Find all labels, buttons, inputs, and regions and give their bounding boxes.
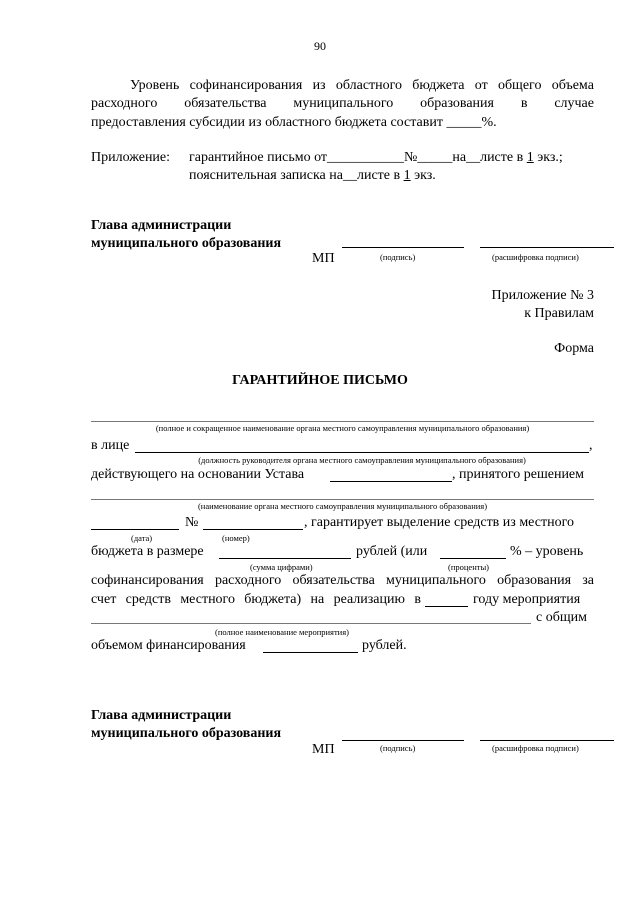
signature2-head-1: Глава администрации — [91, 708, 232, 723]
date-line — [91, 529, 179, 530]
word: муниципального — [386, 573, 486, 588]
word: бюджета) — [244, 592, 302, 607]
volume-label: объемом финансирования — [91, 638, 246, 653]
sum-line — [219, 558, 351, 559]
word: обязательства — [292, 573, 375, 588]
volume-line — [263, 652, 358, 653]
word: расходного — [214, 573, 282, 588]
decode-line — [480, 247, 614, 248]
year-line — [425, 606, 468, 607]
intro-line-1 — [130, 78, 594, 94]
word: на — [310, 592, 325, 607]
word: из — [312, 78, 326, 93]
word: от — [474, 78, 488, 93]
word: образования — [497, 573, 572, 588]
rubles-label: рублей. — [362, 638, 407, 653]
annex-line-1: Приложение № 3 — [491, 288, 594, 303]
signature2-head-2: муниципального образования — [91, 726, 282, 741]
number-line — [203, 529, 303, 530]
word: областного — [335, 78, 403, 93]
in-person-label: в лице — [91, 438, 130, 453]
body-name-caption: (наименование органа местного самоуправления муниципального образования) — [197, 501, 488, 511]
percent-line — [440, 558, 506, 559]
word: местного — [180, 592, 235, 607]
level-label: % – уровень — [510, 544, 584, 559]
org-name-line — [91, 421, 594, 422]
charter-line — [330, 481, 452, 482]
year-event-label: году мероприятия — [473, 592, 581, 607]
cofinancing-line-2a — [91, 592, 421, 608]
appendix-label: Приложение: — [91, 150, 171, 165]
appendix-item-2: пояснительная записка на__листе в 1 экз. — [189, 168, 436, 183]
word: муниципального — [293, 96, 394, 111]
intro-line-3: предоставления субсидии из областного бюджета составит _____%. — [91, 115, 497, 130]
word: в — [520, 96, 528, 111]
sum-caption: (сумма цифрами) — [250, 562, 313, 572]
number-caption: (номер) — [222, 533, 250, 543]
word: бюджета — [412, 78, 465, 93]
body-name-line — [91, 499, 594, 500]
word: средств — [125, 592, 171, 607]
comma: , — [589, 438, 593, 453]
budget-label: бюджета в размере — [91, 544, 204, 559]
decode-caption: (расшифровка подписи) — [492, 252, 579, 262]
cofinancing-line-1 — [91, 573, 594, 589]
event-name-line — [91, 623, 531, 624]
stamp2-label: МП — [312, 742, 335, 757]
signature-caption: (подпись) — [380, 252, 416, 262]
word: объема — [551, 78, 594, 93]
date-caption: (дата) — [131, 533, 153, 543]
word: софинансирования — [91, 573, 204, 588]
word: реализацию — [333, 592, 405, 607]
signature-line — [342, 247, 464, 248]
org-name-caption: (полное и сокращенное наименование органа местного самоуправления муниципального образования) — [155, 423, 530, 433]
word: Уровень — [130, 78, 180, 93]
annex-line-2: к Правилам — [524, 306, 594, 321]
word: в — [414, 592, 421, 607]
with-total-label: с общим — [536, 610, 587, 625]
signature2-caption: (подпись) — [380, 743, 416, 753]
signature-head-2: муниципального образования — [91, 236, 282, 251]
decode2-line — [480, 740, 614, 741]
rubles-or-label: рублей (или — [356, 544, 428, 559]
number-sign: № — [185, 515, 199, 530]
page-number: 90 — [314, 39, 326, 53]
signature2-line — [342, 740, 464, 741]
stamp-label: МП — [312, 251, 335, 266]
guarantees-text: , гарантирует выделение средств из местного — [304, 515, 574, 530]
word: обязательства — [184, 96, 267, 111]
letter-title: ГАРАНТИЙНОЕ ПИСЬМО — [232, 373, 408, 388]
word: счет — [91, 592, 117, 607]
word: образования — [420, 96, 494, 111]
position-line — [135, 452, 589, 453]
acting-label: действующего на основании Устава — [91, 467, 305, 482]
decision-label: , принятого решением — [452, 467, 585, 482]
word: случае — [554, 96, 594, 111]
event-name-caption: (полное наименование мероприятия) — [215, 627, 349, 637]
form-label: Форма — [554, 341, 594, 356]
position-caption: (должность руководителя органа местного самоуправления муниципального образования) — [198, 455, 526, 465]
word: софинансирования — [189, 78, 303, 93]
decode2-caption: (расшифровка подписи) — [492, 743, 579, 753]
appendix-item-1: гарантийное письмо от___________№_____на__листе в 1 экз.; — [189, 150, 563, 165]
word: за — [582, 573, 594, 588]
percent-caption: (проценты) — [448, 562, 490, 572]
word: расходного — [91, 96, 158, 111]
signature-head-1: Глава администрации — [91, 218, 232, 233]
word: общего — [497, 78, 542, 93]
intro-line-2 — [91, 96, 594, 112]
